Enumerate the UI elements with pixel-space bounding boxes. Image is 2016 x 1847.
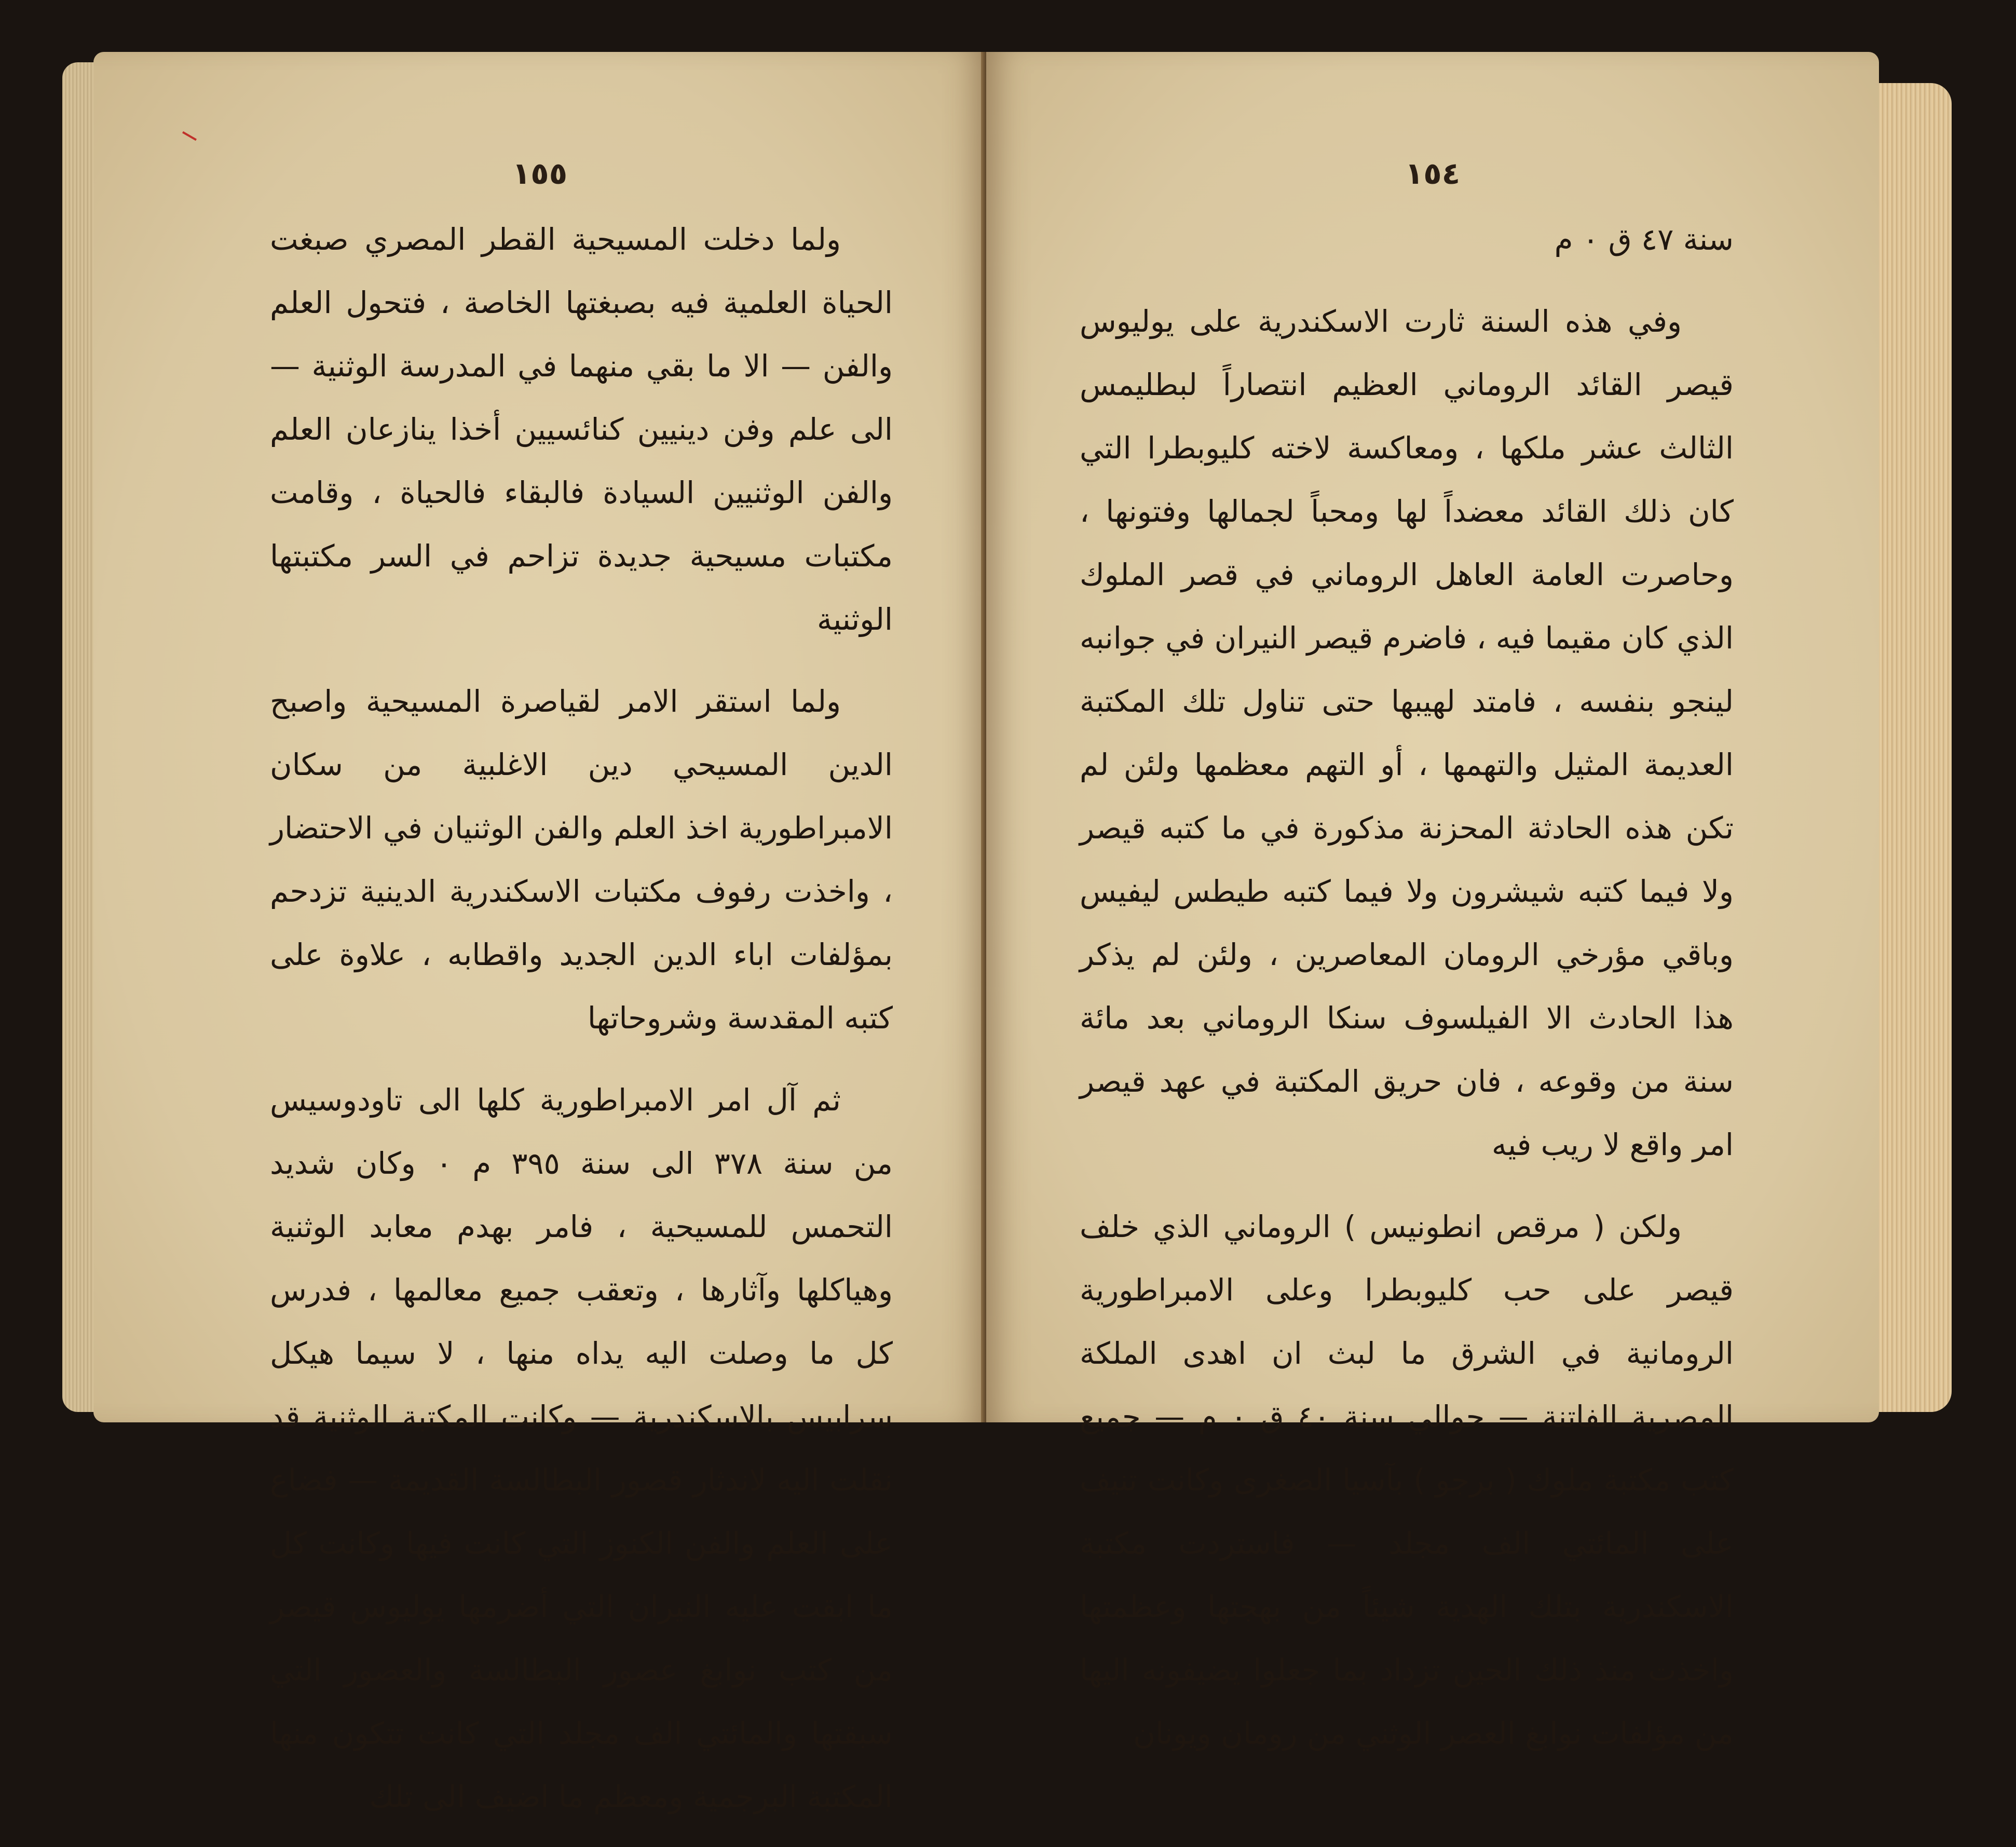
right-page-text <box>1080 208 1734 1784</box>
paragraph: ثم آل امر الامبراطورية كلها الى تاودوسيس من سنة ٣٧٨ الى سنة ٣٩٥ م ٠ وكان شديد التحمس للمسيحية ، فامر بهدم معابد الوثنية وهياكلها وآثارها ، وتعقب جميع معالمها ، فدرس كل ما وصلت اليه يداه منها ، لا سيما هيكل سرابيس بالاسكندرية — وكانت المكتبة الوثنية قد نقلت اليه لاندثار قصور البطالسة القديمة — فضاع على العلم والفن الكنوز التي كانت فيها وكانت كل ما ابقت عليه النيران التي أضرمها يوليوس قيصر من كتب نوابغ عصور البطالسة والعصور التي سبقتها والمائتي الف مجلد التي كانت تتكون منها المكتبة البرجمية ومعظم ما اضيف الى تلك <box>270 1082 893 1814</box>
paragraph: ولكن ( مرقص انطونيس ) الروماني الذي خلف قيصر على حب كليوبطرا وعلى الامبراطورية الرومانية في الشرق ما لبث ان اهدى الملكة المصرية الفاتنة — حوالي سنة ٤٠ ق ٠ م — جميع كتب مكتبة ملوك ( برجو ) بآسيا الصغرى وكانت تنيف على المائتي الف مجلد — فاستردت مكتبة الاسكندرية بتلك الهدية شيئاً من بهجتها وعظمتها واخذت منذ ذلك الحين تزداد بما جعلوا يضيفونه اليها من مؤلفات نوابغ العصر الوثني من رومان ويونان <box>1080 1209 1734 1751</box>
paragraph: ولما دخلت المسيحية القطر المصري صبغت الحياة العلمية فيه بصبغتها الخاصة ، فتحول العلم والفن — الا ما بقي منهما في المدرسة الوثنية — الى علم وفن دينيين كنائسيين أخذا ينازعان العلم والفن الوثنيين السيادة فالبقاء فالحياة ، وقامت مكتبات مسيحية جديدة تزاحم في السر مكتبتها الوثنية <box>270 222 893 637</box>
right-page <box>986 52 1879 1751</box>
paragraph: وفي هذه السنة ثارت الاسكندرية على يوليوس قيصر القائد الروماني العظيم انتصاراً لبطليمس الثالث عشر ملكها ، ومعاكسة لاخته كليوبطرا التي كان ذلك القائد معضداً لها ومحباً لجمالها وفتونها ، وحاصرت العامة العاهل الروماني في قصر الملوك الذي كان مقيما فيه ، فاضرم قيصر النيران في جوانبه لينجو بنفسه ، فامتد لهيبها حتى تناول تلك المكتبة العديمة المثيل والتهمها ، أو التهم معظمها ولئن لم تكن هذه الحادثة المحزنة مذكورة في ما كتبه قيصر ولا فيما كتبه شيشرون ولا فيما كتبه طيطس ليفيس وباقي مؤرخي الرومان المعاصرين ، ولئن لم يذكر هذا الحادث الا الفيلسوف سنكا الروماني بعد مائة سنة من وقوعه ، فان حريق المكتبة في عهد قيصر امر واقع لا ريب فيه <box>1080 304 1734 1162</box>
paragraph: ولما استقر الامر لقياصرة المسيحية واصبح الدين المسيحي دين الاغلبية من سكان الامبراطورية اخذ العلم والفن الوثنيان في الاحتضار ، واخذت رفوف مكتبات الاسكندرية الدينية تزدحم بمؤلفات اباء الدين الجديد واقطابه ، علاوة على كتبه المقدسة وشروحاتها <box>270 684 893 1036</box>
left-page-number: ١٥٥ <box>512 156 568 191</box>
right-page-edges <box>1874 83 1952 1412</box>
left-page-text <box>270 208 893 1847</box>
right-page-number: ١٥٤ <box>1405 156 1461 191</box>
open-book <box>62 52 1952 1814</box>
left-page <box>93 52 986 1814</box>
red-pencil-mark <box>182 131 197 141</box>
paragraph: سنة ٤٧ ق ٠ م <box>1554 222 1734 257</box>
